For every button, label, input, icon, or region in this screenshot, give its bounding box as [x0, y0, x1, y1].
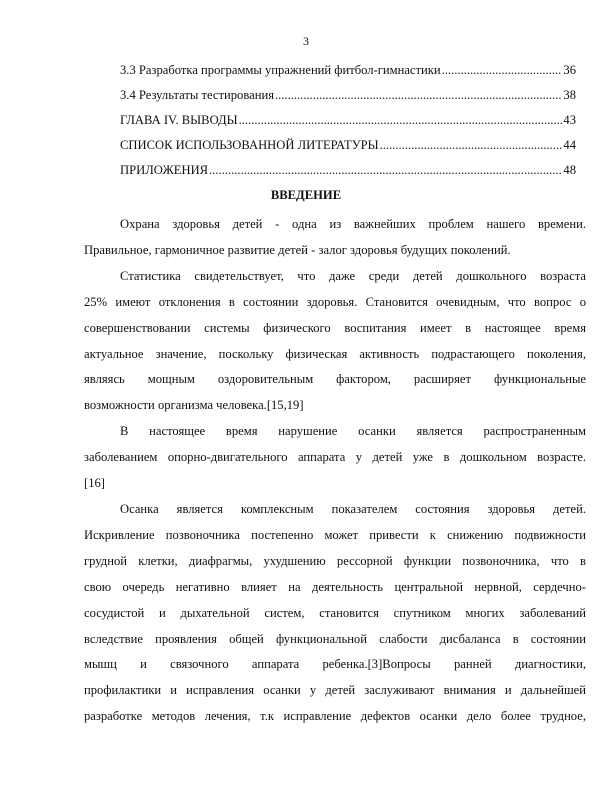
- text-line: мышц и связочного аппарата ребенка.[3]Вопросы ранней диагностики,: [84, 657, 586, 672]
- toc-dot-leader: [209, 158, 562, 183]
- section-heading: ВВЕДЕНИЕ: [270, 188, 342, 202]
- text-line: сосудистой и дыхательной систем, становится спутником многих заболеваний: [84, 605, 586, 620]
- toc-entry-title: 3.4 Результаты тестирования: [120, 88, 274, 102]
- body-text: [84, 212, 586, 730]
- page-number: 3: [303, 34, 309, 48]
- toc-entry-title: СПИСОК ИСПОЛЬЗОВАННОЙ ЛИТЕРАТУРЫ: [120, 138, 379, 152]
- toc-entry-page: 48: [563, 163, 576, 177]
- text-line: Осанка является комплексным показателем состояния здоровья детей.: [120, 501, 586, 516]
- text-line: 25% имеют отклонения в состоянии здоровья. Становится очевидным, что вопрос о: [84, 294, 586, 309]
- text-line: возможности организма человека.[15,19]: [84, 398, 304, 413]
- toc-entry: [120, 83, 576, 108]
- text-line: разработке методов лечения, т.к исправление дефектов осанки дело более трудное,: [84, 709, 586, 724]
- toc-dot-leader: [442, 58, 563, 83]
- toc-dot-leader: [380, 133, 563, 158]
- text-line: Искривление позвоночника постепенно может привести к снижению подвижности: [84, 527, 586, 542]
- toc-entry-title: ГЛАВА IV. ВЫВОДЫ: [120, 113, 238, 127]
- text-line: заболеванием опорно-двигательного аппарата у детей уже в дошкольном возрасте.: [84, 450, 586, 465]
- text-line: Статистика свидетельствует, что даже среди детей дошкольного возраста: [120, 268, 586, 283]
- toc-entry: [120, 133, 576, 158]
- text-line: [16]: [84, 476, 105, 491]
- text-line: актуальное значение, поскольку физическая активность подрастающего поколения,: [84, 346, 586, 361]
- text-line: В настоящее время нарушение осанки является распространенным: [120, 424, 586, 439]
- toc-entry: [120, 158, 576, 183]
- toc-entry-page: 36: [563, 63, 576, 77]
- toc-entry-title: 3.3 Разработка программы упражнений фитбол-гимнастики: [120, 63, 441, 77]
- toc-entry-page: 43: [563, 113, 576, 127]
- toc-entry: [120, 58, 576, 83]
- text-line: совершенствовании системы физического воспитания имеет в настоящее время: [84, 320, 586, 335]
- text-line: являясь мощным оздоровительным фактором, расширяет функциональные: [84, 372, 586, 387]
- toc-entry-page: 44: [563, 138, 576, 152]
- table-of-contents: [120, 58, 576, 183]
- text-line: свою очередь негативно влияет на деятельность центральной нервной, сердечно-: [84, 579, 586, 594]
- toc-dot-leader: [275, 83, 562, 108]
- toc-entry-page: 38: [563, 88, 576, 102]
- toc-entry: [120, 108, 576, 133]
- toc-dot-leader: [239, 108, 563, 133]
- text-line: Правильное, гармоничное развитие детей - залог здоровья будущих поколений.: [84, 242, 511, 257]
- text-line: вследствие проявления общей функциональной слабости дисбаланса в состоянии: [84, 631, 586, 646]
- text-line: Охрана здоровья детей - одна из важнейших проблем нашего времени.: [120, 217, 586, 231]
- text-line: профилактики и исправления осанки у детей заслуживают внимания и дальнейшей: [84, 683, 586, 698]
- toc-entry-title: ПРИЛОЖЕНИЯ: [120, 163, 209, 177]
- text-line: грудной клетки, диафрагмы, ухудшению рессорной функции позвоночника, что в: [84, 553, 586, 568]
